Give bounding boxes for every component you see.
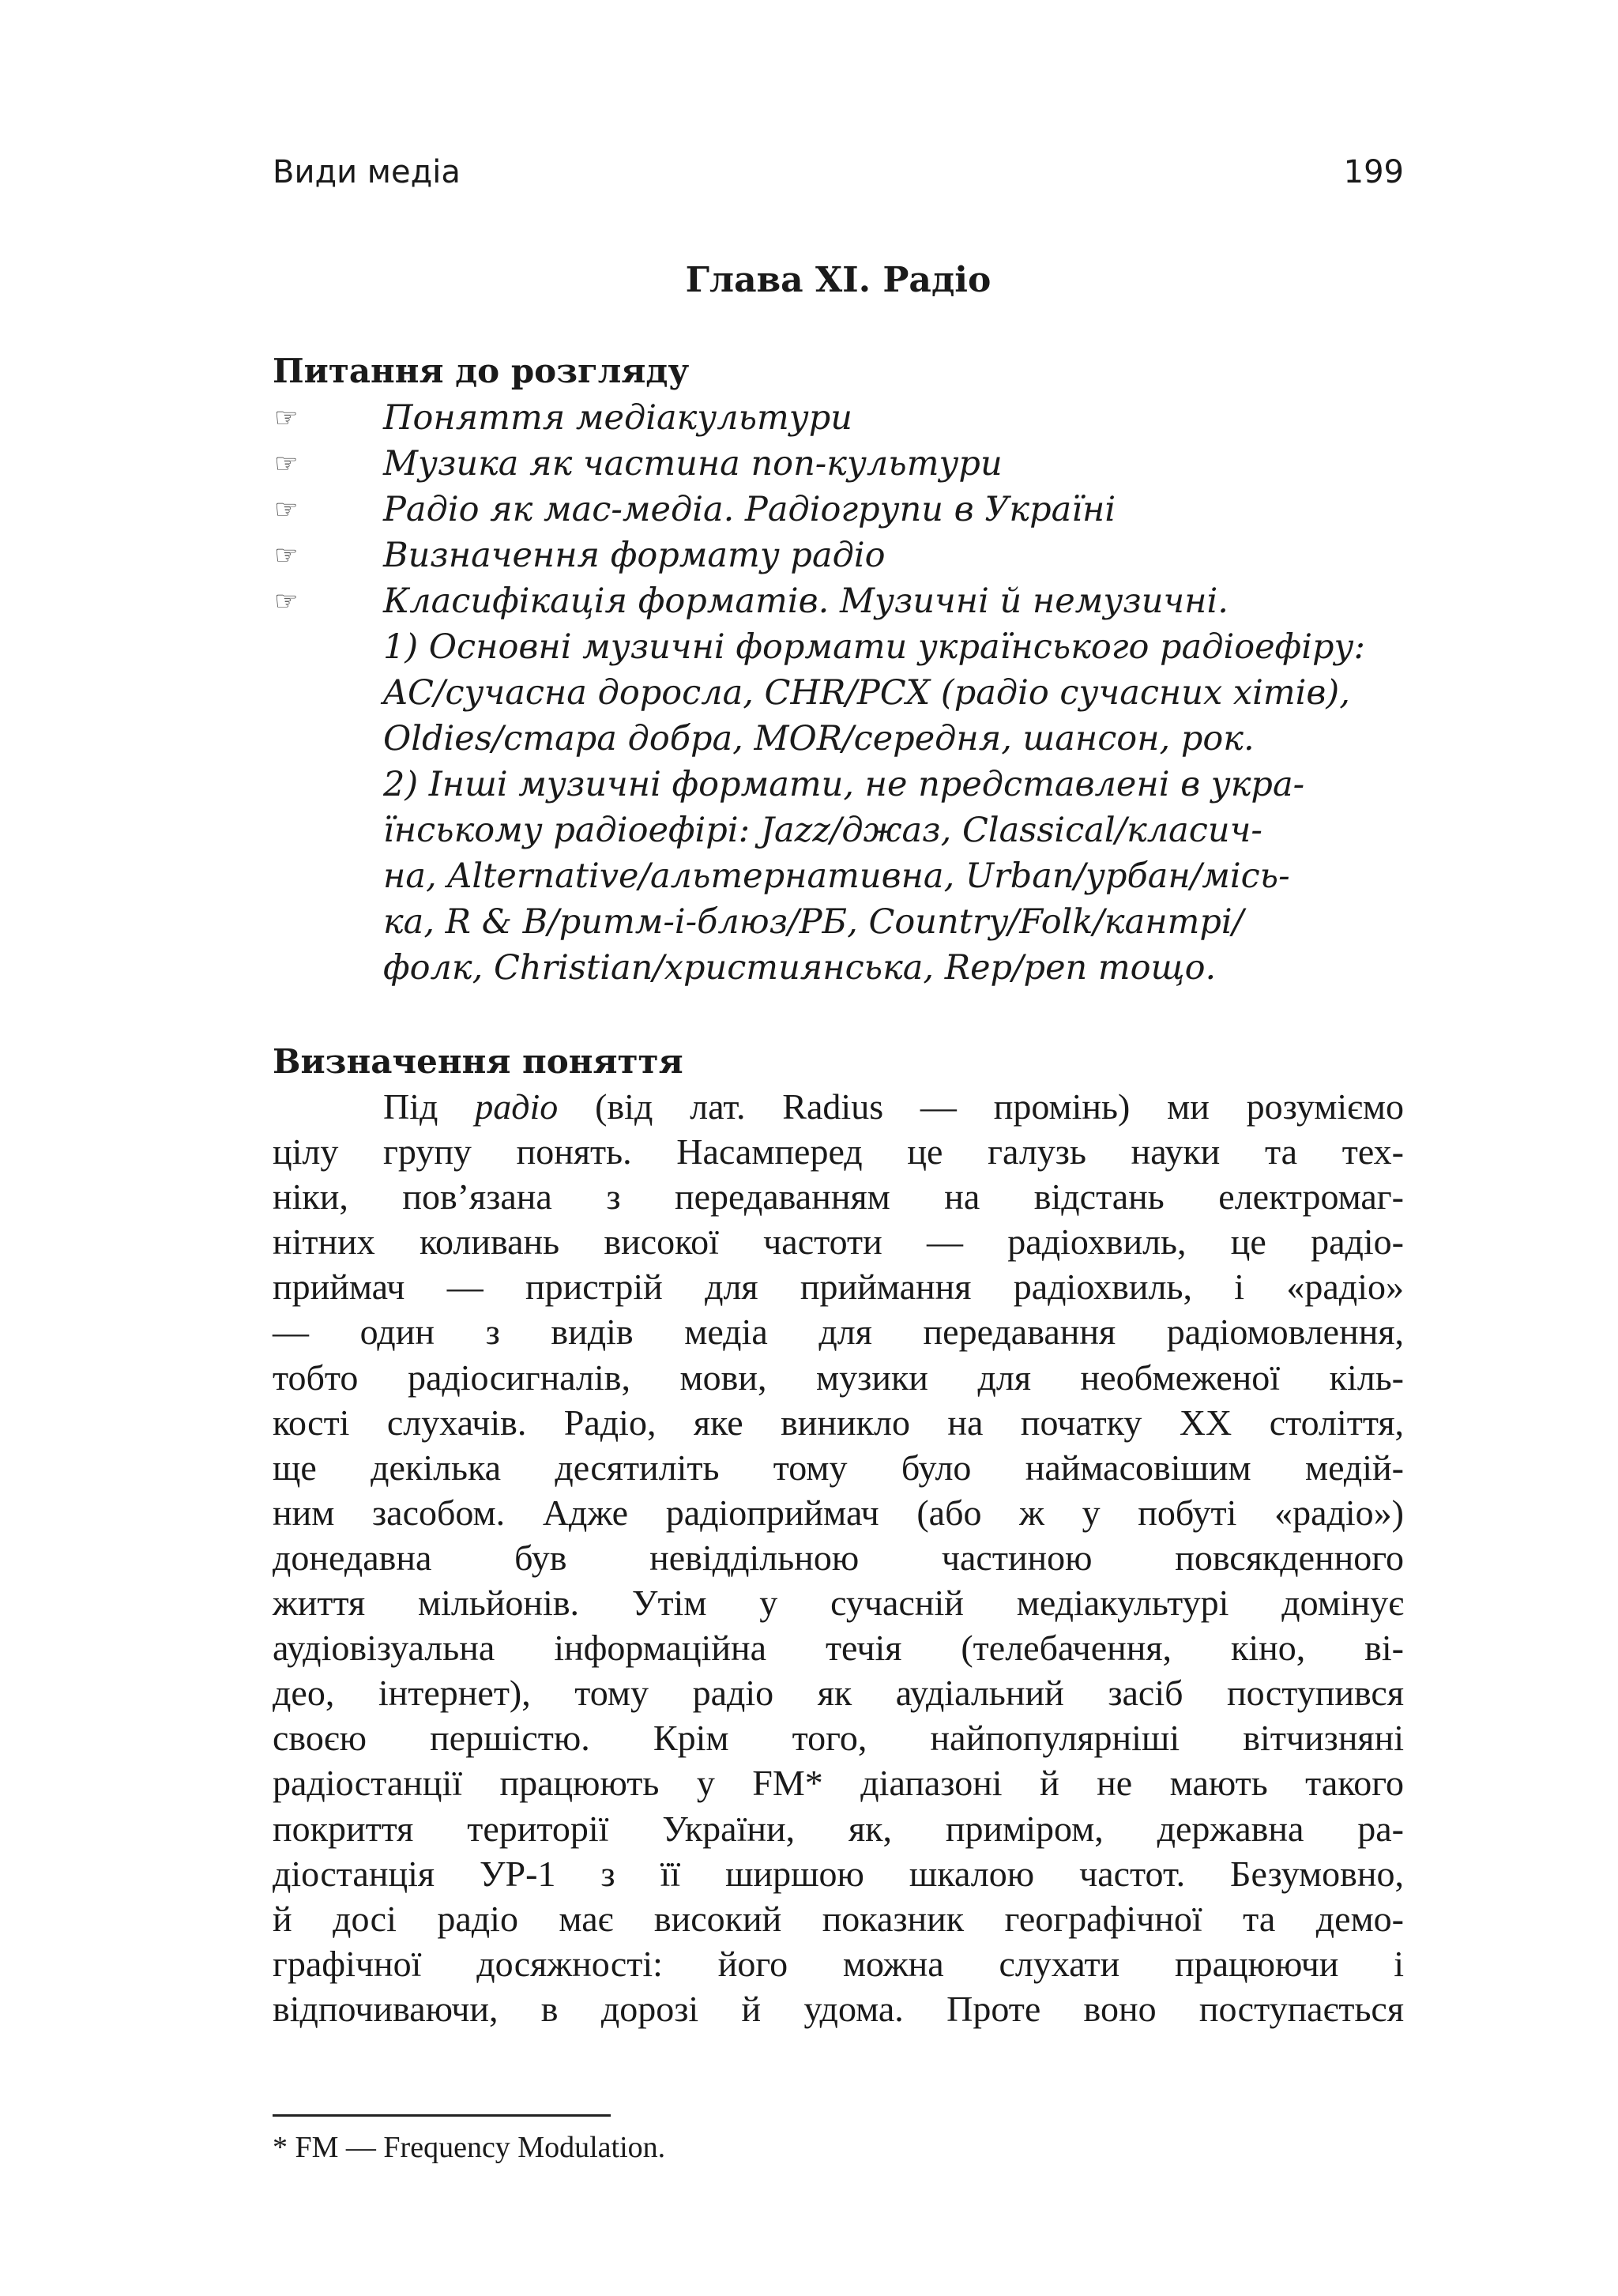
paragraph-line: ніки, пов’язана з передаванням на відстань електромаг- [273,1176,1404,1218]
paragraph-line: радіостанції працюють у FM* діапазоні й не мають такого [273,1763,1404,1804]
paragraph-line: кості слухачів. Радіо, яке виникло на початку XX століття, [273,1402,1404,1443]
paragraph-line: ще декілька десятиліть тому було наймасовішим медій- [273,1447,1404,1488]
paragraph-line: аудіовізуальна інформаційна течія (телебачення, кіно, ві- [273,1628,1404,1669]
paragraph-line: тобто радіосигналів, мови, музики для необмеженої кіль- [273,1357,1404,1398]
list-item-text: Музика як частина поп-культури [383,444,1003,484]
questions-list [273,395,1404,991]
paragraph-line: део, інтернет), тому радіо як аудіальний засіб поступився [273,1673,1404,1714]
text-run: Під [383,1086,476,1127]
definition-heading: Визначення поняття [273,1042,683,1081]
pointing-hand-icon: ☞ [274,540,299,571]
paragraph-line: діостанція УР-1 з її ширшою шкалою частот. Безумовно, [273,1853,1404,1894]
list-item-continuation: фолк, Christian/християнська, Rep/реп тощо. [383,948,1217,988]
text-run: (від лат. Radius — промінь) ми розуміємо [558,1086,1404,1127]
definition-paragraph [273,1084,1404,2031]
list-item-text: Радіо як мас-медіа. Радіогрупи в Україні [383,490,1116,529]
list-item-continuation: 2) Інші музичні формати, не представлені в укра- [383,765,1305,804]
list-item [273,487,1404,533]
paragraph-line: графічної досяжності: його можна слухати працюючи і [273,1943,1404,1984]
paragraph-line: — один з видів медіа для передавання радіомовлення, [273,1312,1404,1353]
running-header [273,149,1404,196]
emphasis-term: радіо [475,1086,559,1127]
list-item-continuation: AC/сучасна доросла, CHR/PCX (радіо сучасних хітів), [383,673,1350,713]
chapter-title: Глава XI. Радіо [685,260,991,300]
paragraph-line: покриття території України, як, приміром, державна ра- [273,1808,1404,1849]
paragraph-line: донедавна був невіддільною частиною повсякденного [273,1537,1404,1578]
list-item-text: Визначення формату радіо [383,536,886,575]
paragraph-line [273,1084,1404,1129]
pointing-hand-icon: ☞ [274,494,299,525]
paragraph-line: життя мільйонів. Утім у сучасній медіакультурі домінує [273,1583,1404,1624]
list-item [273,533,1404,578]
list-item [273,441,1404,487]
paragraph-line: приймач — пристрій для приймання радіохвиль, і «радіо» [273,1267,1404,1308]
page-number: 199 [1343,154,1404,190]
list-item-continuation: 1) Основні музичні формати українського радіоефіру: [383,627,1365,667]
section-name: Види медіа [273,154,461,190]
list-item-continuation: їнському радіоефірі: Jazz/джаз, Classical/класич- [383,811,1262,850]
list-item-text: Класифікація форматів. Музичні й немузичні. [383,582,1229,621]
list-item [273,578,1404,624]
paragraph-line: й досі радіо має високий показник географічної та демо- [273,1898,1404,1939]
paragraph-line: нітних коливань високої частоти — радіохвиль, це радіо- [273,1221,1404,1263]
list-item-text: Поняття медіакультури [383,398,852,438]
paragraph-line: своєю першістю. Крім того, найпопулярніші вітчизняні [273,1718,1404,1759]
list-item-continuation: Oldies/стара добра, MOR/середня, шансон, рок. [383,719,1255,758]
list-item-continuation: ка, R & B/ритм-і-блюз/РБ, Country/Folk/кантрі/ [383,902,1244,942]
footnote: * FM — Frequency Modulation. [273,2131,666,2164]
pointing-hand-icon: ☞ [274,402,299,434]
paragraph-line: ним засобом. Адже радіоприймач (або ж у побуті «радіо») [273,1492,1404,1533]
list-item-continuation: на, Alternative/альтернативна, Urban/урбан/місь- [383,856,1290,896]
pointing-hand-icon: ☞ [274,585,299,617]
footnote-divider [273,2114,611,2117]
paragraph-line: відпочиваючи, в дорозі й удома. Проте воно поступається [273,1988,1404,2029]
paragraph-line: цілу групу понять. Насамперед це галузь науки та тех- [273,1131,1404,1172]
pointing-hand-icon: ☞ [274,448,299,480]
list-item [273,395,1404,441]
questions-heading: Питання до розгляду [273,352,690,390]
